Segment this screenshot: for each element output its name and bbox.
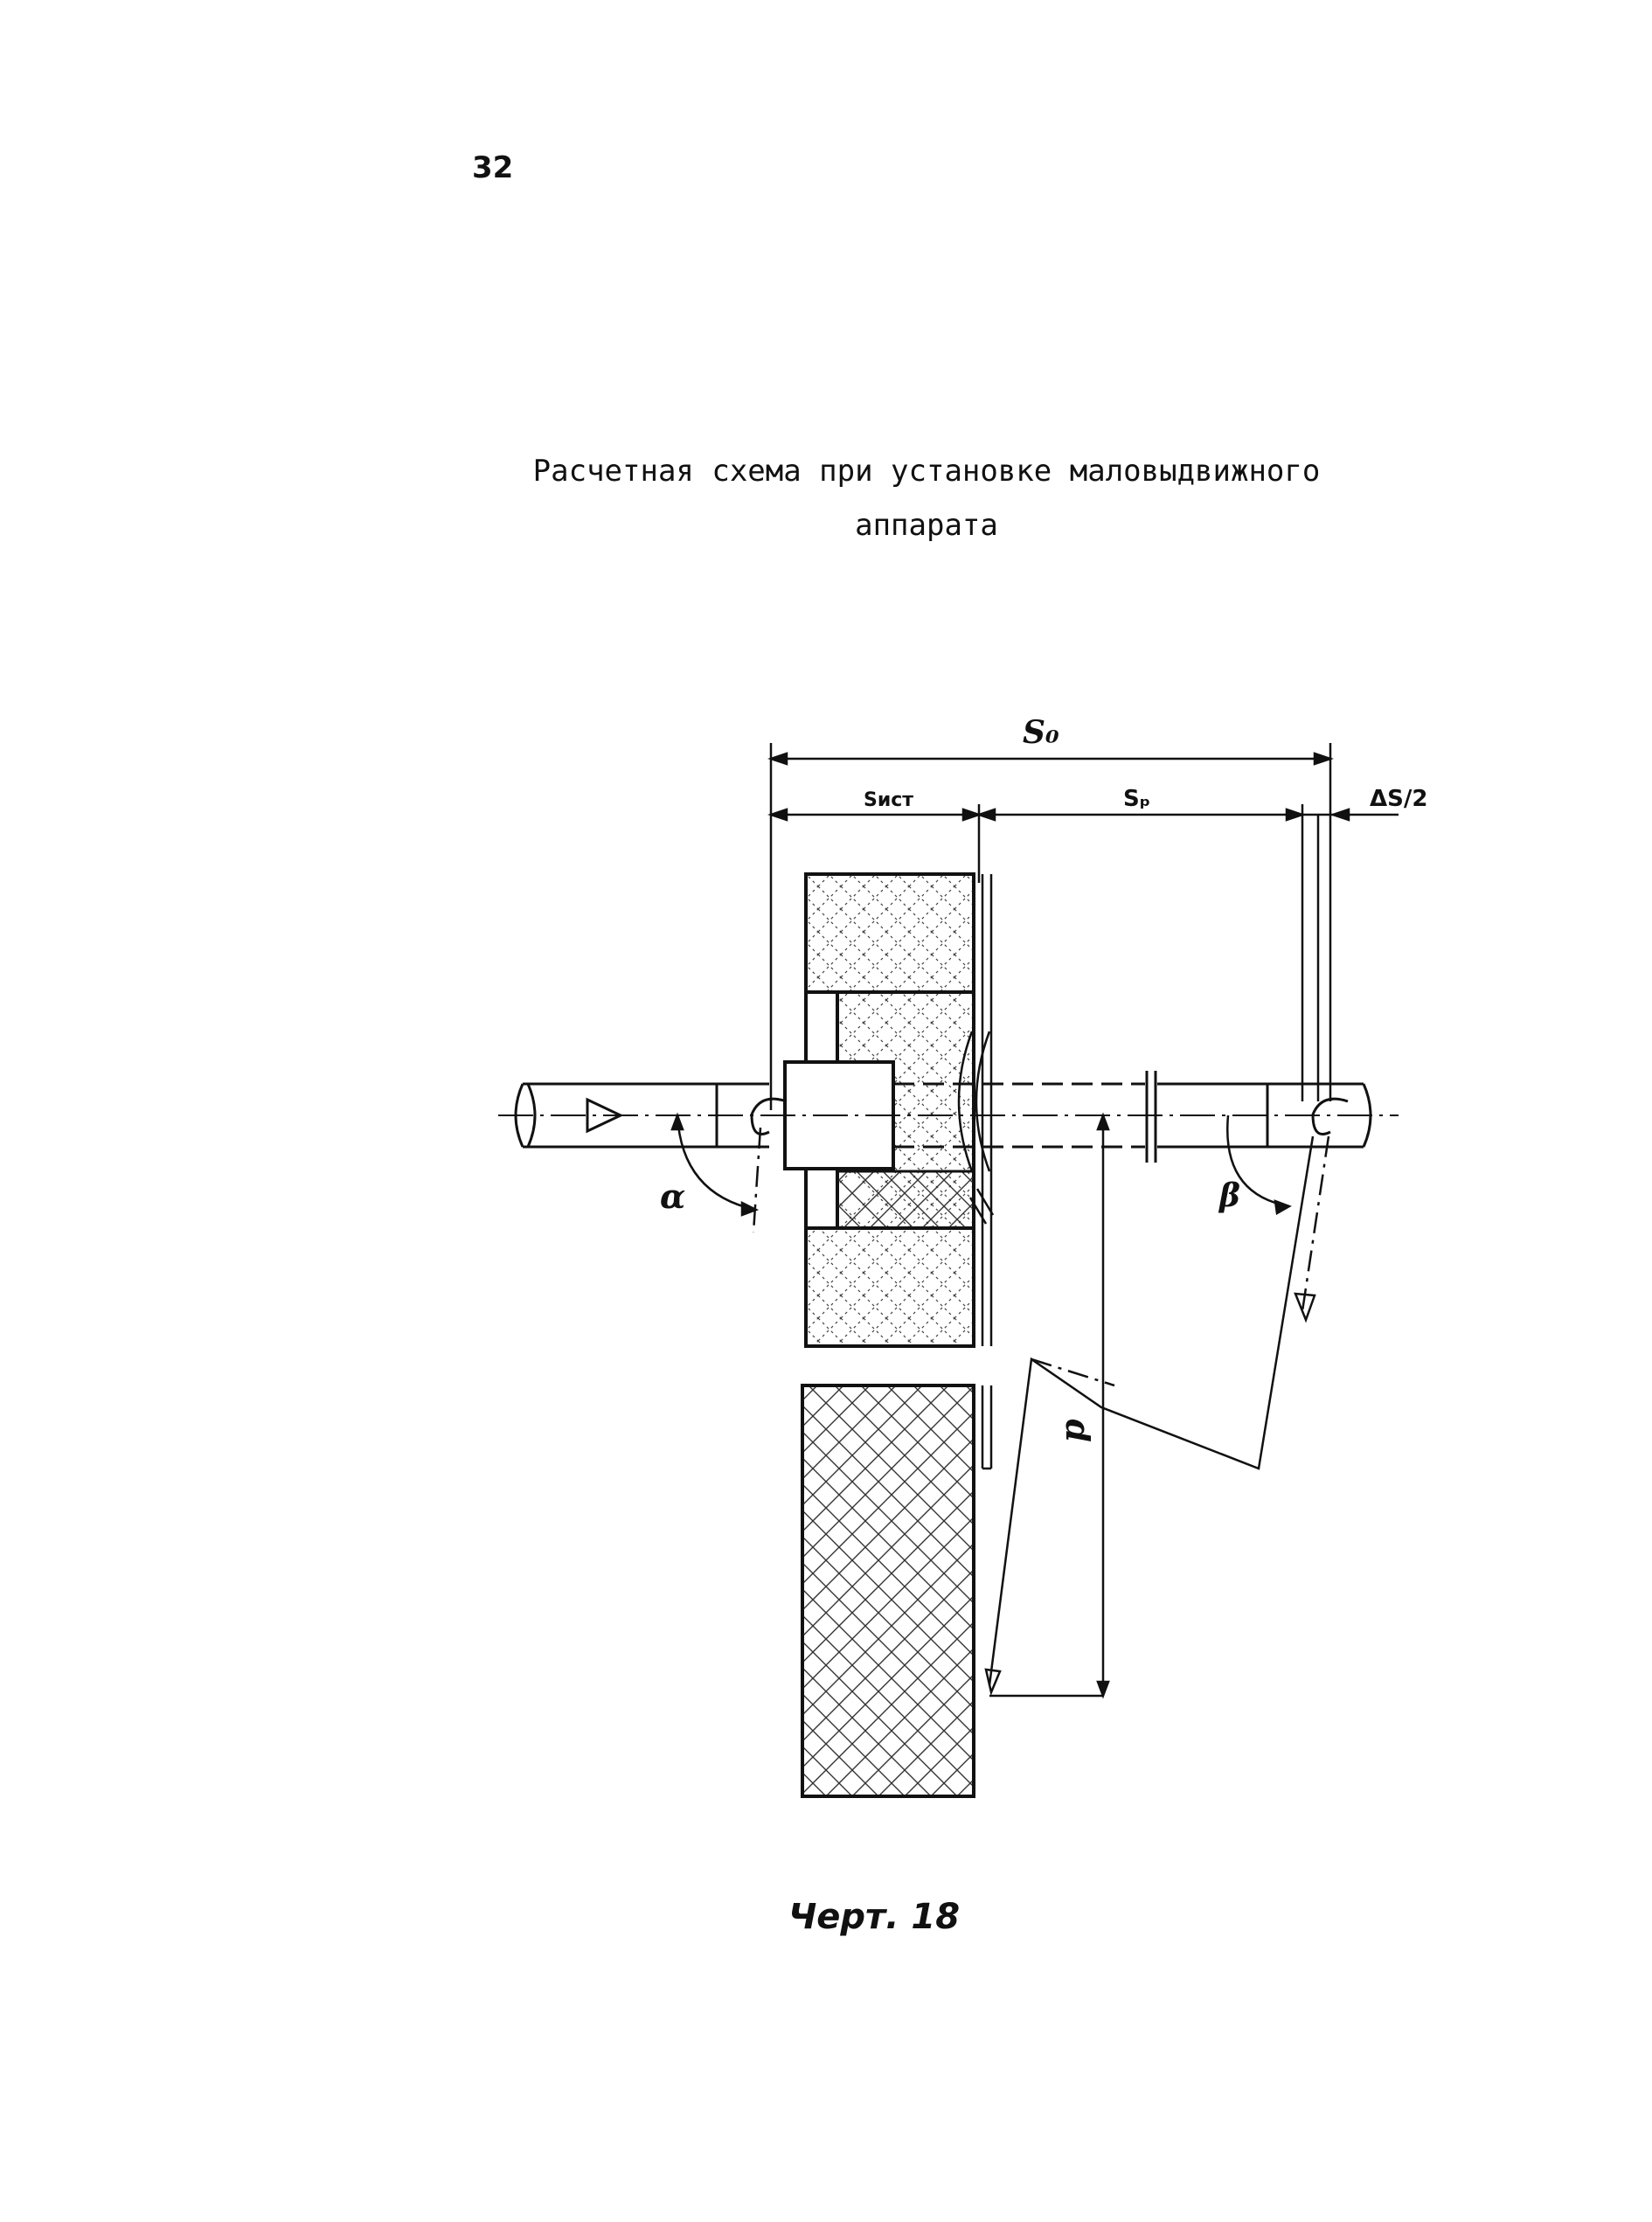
label-alpha: α	[660, 1177, 686, 1216]
title-line-1: Расчетная схема при установке маловыдвижного	[532, 454, 1321, 489]
page-number: 32	[472, 150, 514, 185]
label-delta: ΔS/2	[1370, 786, 1428, 812]
label-p: p	[1052, 1419, 1092, 1442]
label-s0: S₀	[1023, 714, 1059, 751]
label-sp: Sₚ	[1123, 786, 1151, 812]
label-s-wall: Sист	[864, 789, 914, 811]
label-beta: β	[1219, 1177, 1240, 1214]
wall-lower	[802, 1385, 974, 1796]
title-line-2: аппарата	[855, 508, 998, 543]
figure-caption: Черт. 18	[788, 1897, 961, 1937]
dimension-p	[989, 1115, 1108, 1696]
